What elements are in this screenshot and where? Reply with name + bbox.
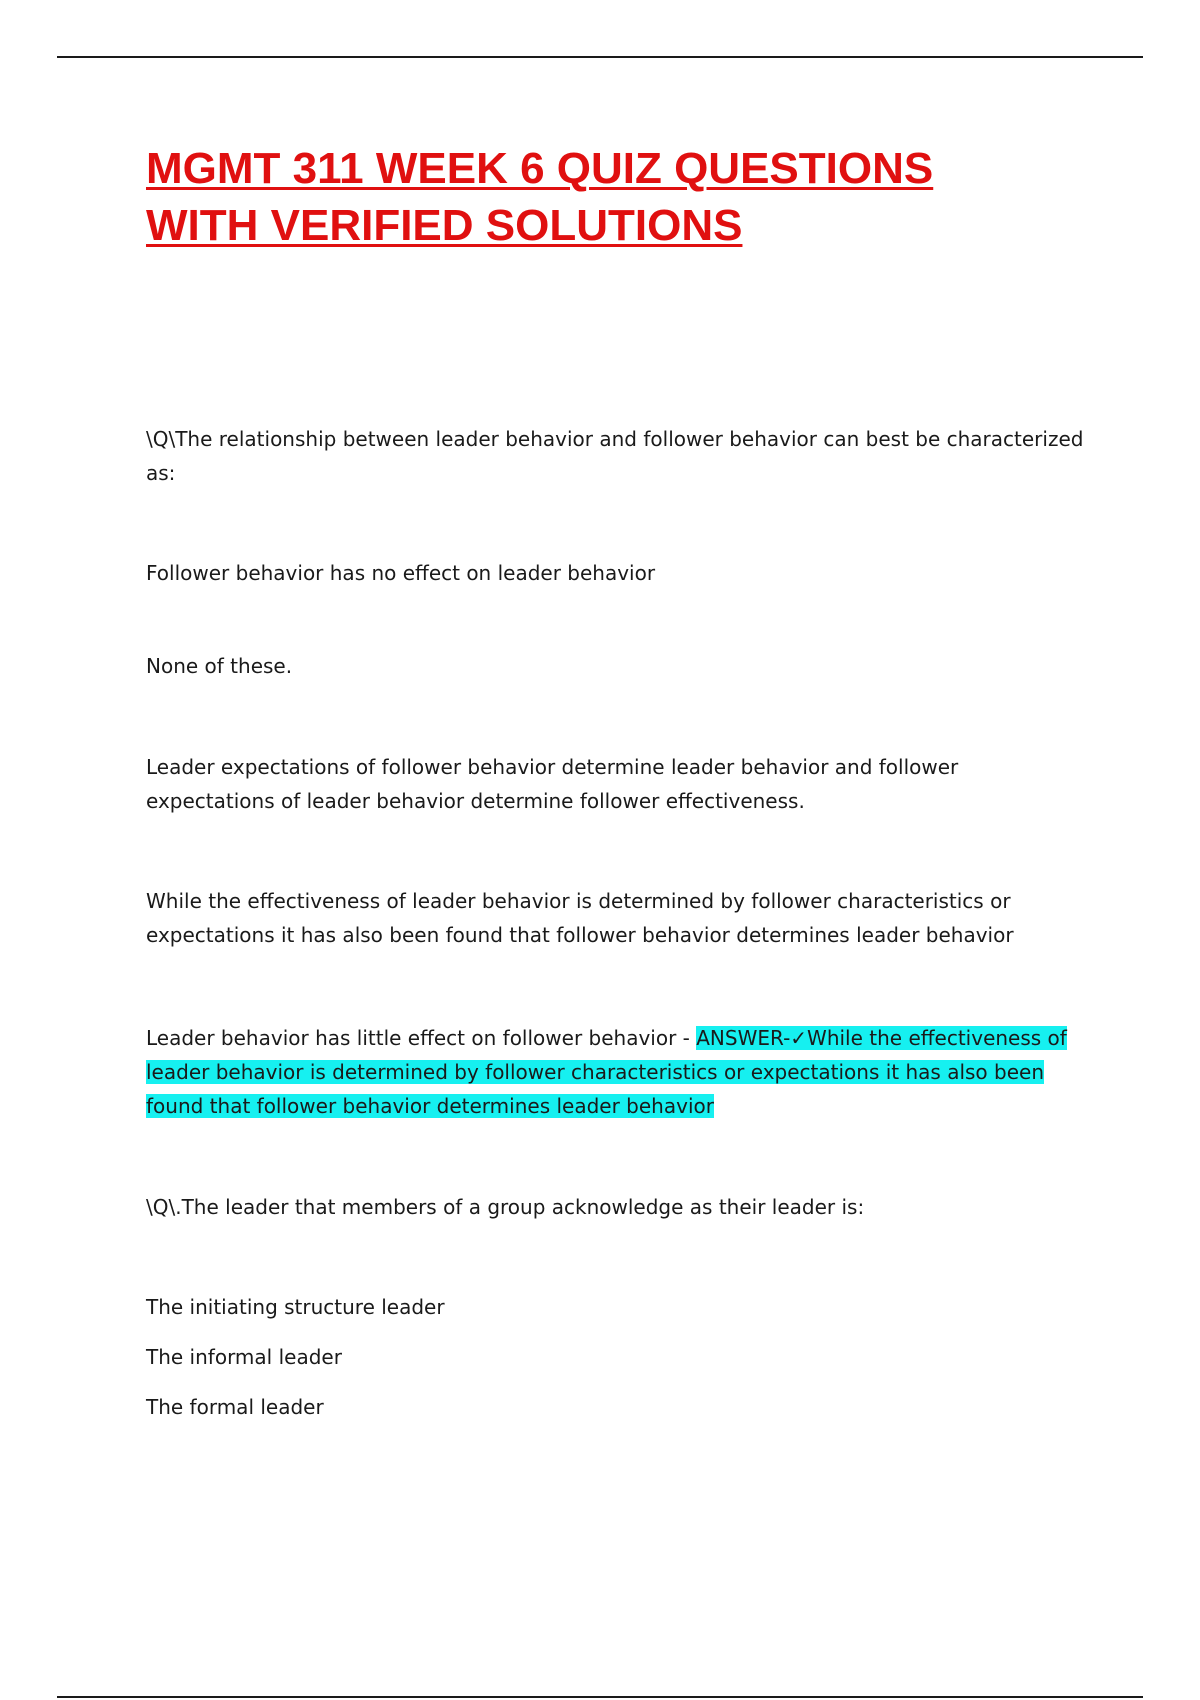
quiz-content bbox=[146, 422, 1086, 1424]
document-title bbox=[146, 140, 1106, 254]
q2-option-1: The initiating structure leader bbox=[146, 1295, 445, 1319]
top-rule bbox=[57, 56, 1143, 58]
q1-answer-highlight: ANSWER-✓While the effectiveness of leader behavior is determined by follower characteristics or expectations it has also been found that follower behavior determines leader behavior bbox=[146, 1026, 1067, 1118]
q1-option-5-with-answer bbox=[146, 1021, 1086, 1123]
question-2-text: \Q\.The leader that members of a group acknowledge as their leader is: bbox=[146, 1195, 865, 1219]
title-line-2: WITH VERIFIED SOLUTIONS bbox=[146, 201, 743, 250]
q2-option-3: The formal leader bbox=[146, 1395, 324, 1419]
q2-option-2: The informal leader bbox=[146, 1345, 342, 1369]
q1-option-1: Follower behavior has no effect on leader behavior bbox=[146, 561, 656, 585]
title-line-1: MGMT 311 WEEK 6 QUIZ QUESTIONS bbox=[146, 144, 934, 193]
question-1-text: \Q\The relationship between leader behavior and follower behavior can best be characterized as: bbox=[146, 427, 1084, 485]
q1-option-3: Leader expectations of follower behavior determine leader behavior and follower expectations of leader behavior determine follower effectiveness. bbox=[146, 755, 959, 813]
q1-option-5: Leader behavior has little effect on follower behavior - bbox=[146, 1026, 697, 1050]
q1-option-4: While the effectiveness of leader behavior is determined by follower characteristics or expectations it has also been found that follower behavior determines leader behavior bbox=[146, 889, 1014, 947]
q1-option-2: None of these. bbox=[146, 654, 293, 678]
bottom-rule bbox=[57, 1696, 1143, 1698]
